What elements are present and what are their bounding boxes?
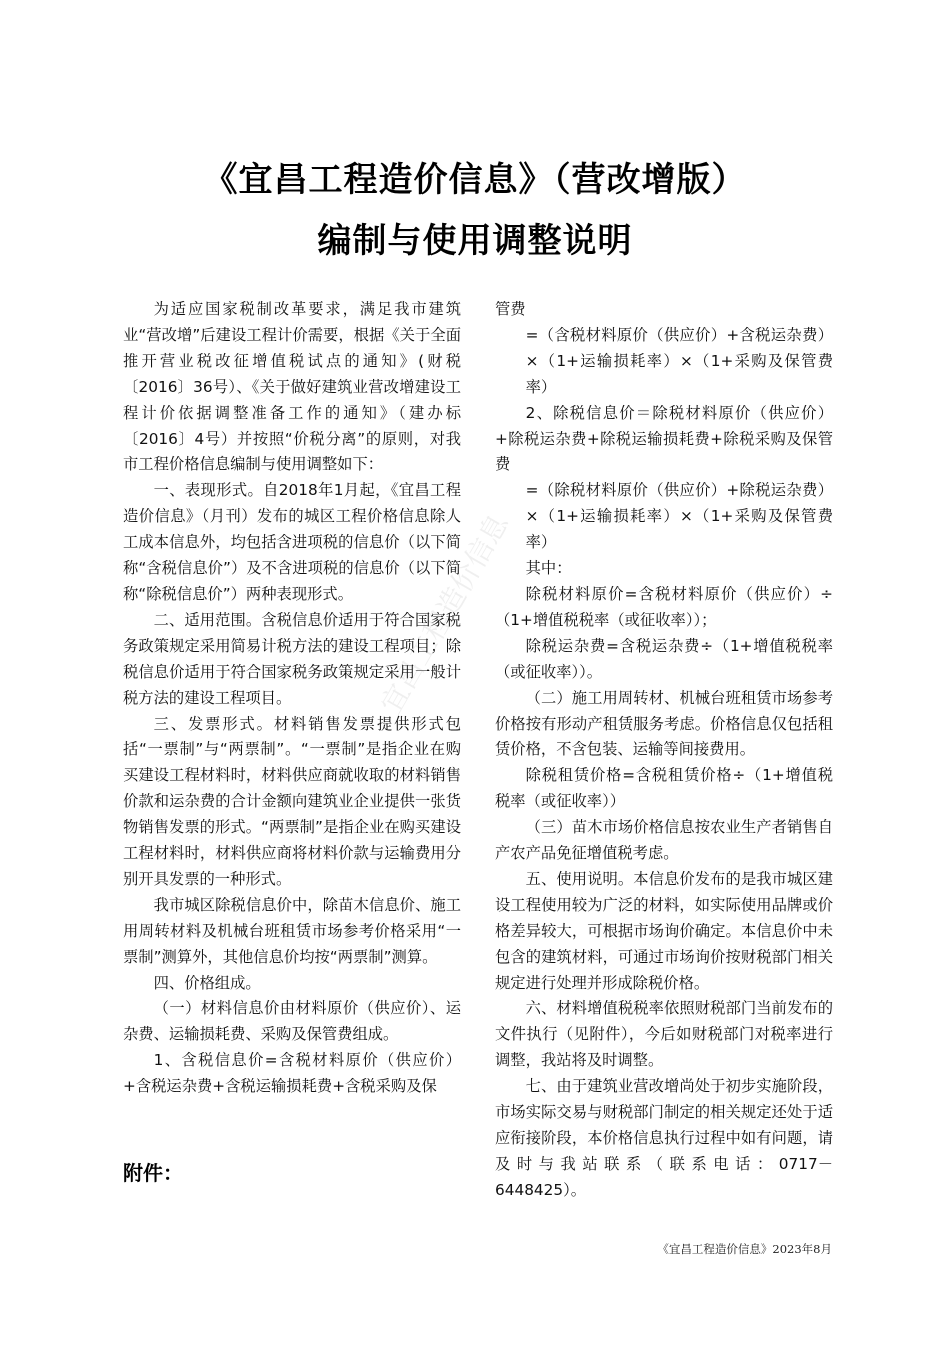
paragraph-section-4-2: （二）施工用周转材、机械台班租赁市场参考价格按有形动产租赁服务考虑。价格信息仅包括租赁价格，不含包装、运输等间接费用。 bbox=[495, 688, 833, 759]
paragraph-formula-2: 2、除税信息价＝除税材料原价（供应价）+除税运杂费+除税运输损耗费+除税采购及保管费 bbox=[495, 403, 833, 474]
paragraph-section-4-1: （一）材料信息价由材料原价（供应价）、运杂费、运输损耗费、采购及保管费组成。 bbox=[123, 999, 461, 1044]
paragraph-formula-1-start: 1、含税信息价=含税材料原价（供应价）+含税运杂费+含税运输损耗费+含税采购及保 bbox=[123, 1051, 461, 1096]
paragraph-formula-1-end: 管费 bbox=[495, 300, 526, 318]
document-title-line-2: 编制与使用调整说明 bbox=[317, 221, 633, 261]
paragraph-section-3-note: 我市城区除税信息价中，除苗木信息价、施工用周转材料及机械台班租赁市场参考价格采用“一票制”测算外，其他信息价均按“两票制”测算。 bbox=[123, 895, 461, 966]
formula-rental-price: 除税租赁价格=含税租赁价格÷（1+增值税税率（或征收率）） bbox=[495, 766, 833, 811]
paragraph-where: 其中： bbox=[525, 559, 572, 578]
paragraph-section-6: 六、材料增值税税率依照财税部门当前发布的文件执行（见附件），今后如财税部门对税率进行调整，我站将及时调整。 bbox=[495, 999, 833, 1070]
paragraph-section-4-3: （三）苗木市场价格信息按农业生产者销售自产农产品免征增值税考虑。 bbox=[495, 818, 833, 863]
right-text-column bbox=[495, 297, 833, 1204]
paragraph-section-1: 一、表现形式。自2018年1月起，《宜昌工程造价信息》（月刊）发布的城区工程价格信息除人工成本信息外，均包括含进项税的信息价（以下简称“含税信息价”）及不含进项税的信息价（以下简称“除税信息价”）两种表现形式。 bbox=[123, 481, 461, 603]
formula-freight: 除税运杂费=含税运杂费÷（1+增值税税率（或征收率））。 bbox=[495, 636, 833, 681]
paragraph-section-3: 三、发票形式。材料销售发票提供形式包括“一票制”与“两票制”。“一票制”是指企业在购买建设工程材料时，材料供应商就收取的材料销售价款和运杂费的合计金额向建筑业企业提供一张货物销售发票的形式。“两票制”是指企业在购买建设工程材料时，材料供应商将材料价款与运输费用分别开具发票的一种形式。 bbox=[123, 714, 461, 888]
paragraph-section-7: 七、由于建筑业营改增尚处于初步实施阶段，市场实际交易与财税部门制定的相关规定还处于适应衔接阶段，本价格信息执行过程中如有问题，请及时与我站联系（联系电话：0717－6448425）。 bbox=[495, 1077, 833, 1199]
paragraph-section-2: 二、适用范围。含税信息价适用于符合国家税务政策规定采用简易计税方法的建设工程项目；除税信息价适用于符合国家税务政策规定采用一般计税方法的建设工程项目。 bbox=[123, 610, 461, 707]
formula-material-price: 除税材料原价=含税材料原价（供应价）÷（1+增值税税率（或征收率））； bbox=[495, 584, 833, 629]
paragraph-intro: 为适应国家税制改革要求，满足我市建筑业“营改增”后建设工程计价需要，根据《关于全面推开营业税改征增值税试点的通知》(财税〔2016〕36号）、《关于做好建筑业营改增建设工程计价依据调整准备工作的通知》（建办标〔2016〕4号）并按照“价税分离”的原则，对我市工程价格信息编制与使用调整如下： bbox=[123, 300, 461, 474]
left-text-column bbox=[123, 297, 461, 1100]
formula-1-expanded: =（含税材料原价（供应价）+含税运杂费）×（1+运输损耗率）×（1+采购及保管费率） bbox=[525, 325, 833, 396]
paragraph-section-5: 五、使用说明。本信息价发布的是我市城区建设工程使用较为广泛的材料，如实际使用品牌或价格差异较大，可根据市场询价确定。本信息价中未包含的建筑材料，可通过市场询价按财税部门相关规定进行处理并形成除税价格。 bbox=[495, 869, 833, 992]
paragraph-section-4-heading: 四、价格组成。 bbox=[153, 973, 261, 992]
document-title-line-1: 《宜昌工程造价信息》（营改增版） bbox=[203, 160, 747, 200]
formula-2-expanded: =（除税材料原价（供应价）+除税运杂费）×（1+运输损耗率）×（1+采购及保管费率） bbox=[525, 481, 833, 552]
watermark: 宜昌工程造价信息 bbox=[374, 508, 515, 719]
attachment-label: 附件： bbox=[123, 1161, 183, 1185]
page-footer: 《宜昌工程造价信息》2023年8月 bbox=[657, 1242, 832, 1256]
